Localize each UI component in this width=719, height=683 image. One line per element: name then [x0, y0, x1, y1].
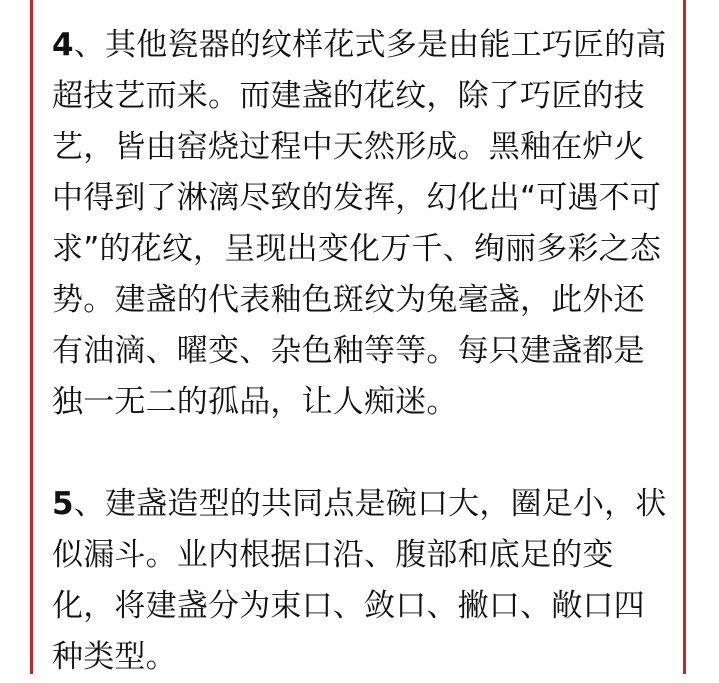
paragraph-5 [52, 479, 674, 683]
paragraph-4 [52, 20, 674, 428]
paragraph-text: 、其他瓷器的纹样花式多是由能工巧匠的高超技艺而来。而建盏的花纹，除了巧匠的技艺，皆由窑烧过程中天然形成。黑釉在炉火中得到了淋漓尽致的发挥，幻化出“可遇不可求”的花纹，呈现出变化万千、绚丽多彩之态势。建盏的代表釉色斑纹为兔毫盏，此外还有油滴、曜变、杂色釉等等。每只建盏都是独一无二的孤品，让人痴迷。 [52, 27, 667, 420]
paragraph-number: 5 [52, 486, 74, 522]
paragraph-number: 4 [52, 27, 74, 63]
article-body [52, 20, 674, 683]
paragraph-text: 、建盏造型的共同点是碗口大，圈足小，状似漏斗。业内根据口沿、腹部和底足的变化，将建盏分为束口、敛口、撇口、敞口四种类型。 [52, 486, 667, 675]
